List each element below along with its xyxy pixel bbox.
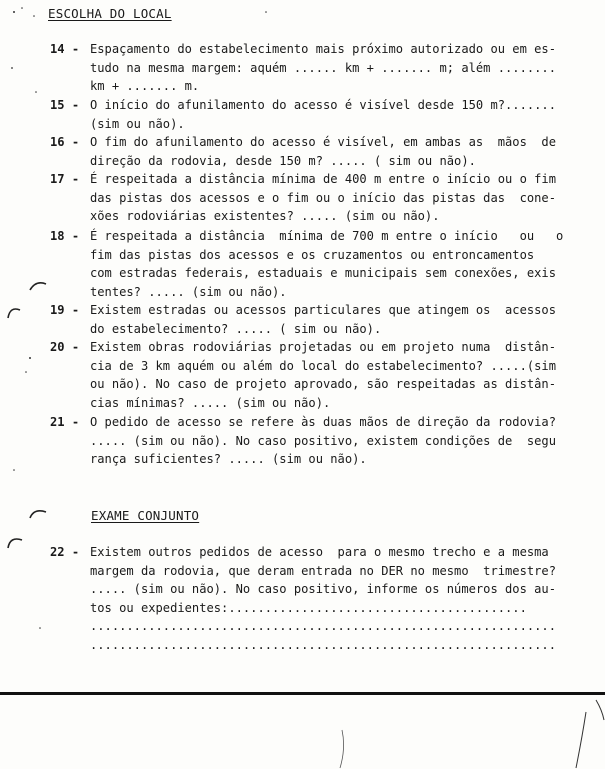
question-text-line: O início do afunilamento do acesso é visível desde 150 m?....... — [90, 98, 556, 112]
question-text-line: fim das pistas dos acessos e os cruzamentos ou entroncamentos — [90, 247, 535, 262]
page-bottom-rule — [0, 692, 605, 695]
question-number: 17 - — [50, 172, 80, 186]
question-text-line: ..... (sim ou não). No caso positivo, informe os números dos au- — [90, 582, 556, 596]
section-title-exame-conjunto: EXAME CONJUNTO — [91, 508, 200, 523]
question-14 — [50, 40, 578, 96]
section-title-escolha-do-local: ESCOLHA DO LOCAL — [48, 6, 172, 21]
question-15 — [50, 96, 578, 133]
question-number: 18 - — [50, 229, 80, 243]
question-text-line: ou não). No caso de projeto aprovado, são respeitadas as distân- — [90, 377, 556, 391]
answer-dotted-line: ................................................................ — [90, 637, 556, 652]
question-number: 14 - — [50, 42, 80, 56]
question-text-line: rança suficientes? ..... (sim ou não). — [90, 452, 367, 466]
question-text-line: com estradas federais, estaduais e municipais sem conexões, exis — [90, 266, 556, 280]
question-text-line: tos ou expedientes:......................................... — [90, 600, 527, 615]
question-18 — [50, 227, 578, 301]
question-text-line: O fim do afunilamento do acesso é visível, em ambas as mãos de — [90, 135, 556, 149]
question-text-line: ..... (sim ou não). No caso positivo, existem condições de segu — [90, 433, 556, 448]
question-text-line: (sim ou não). — [90, 116, 185, 131]
question-text-line: km + ....... m. — [90, 79, 200, 93]
question-22 — [50, 543, 578, 654]
question-number: 21 - — [50, 415, 80, 429]
question-text-line: Existem outros pedidos de acesso para o mesmo trecho e a mesma — [90, 545, 549, 559]
question-text-line: O pedido de acesso se refere às duas mãos de direção da rodovia? — [90, 415, 556, 429]
question-text-line: Existem obras rodoviárias projetadas ou em projeto numa distân- — [90, 340, 556, 354]
question-text-line: É respeitada a distância mínima de 700 m entre o início ou o — [90, 229, 564, 243]
question-17 — [50, 170, 578, 226]
question-16 — [50, 133, 578, 170]
question-text-line: cia de 3 km aquém ou além do local do estabelecimento? .....(sim — [90, 358, 556, 373]
question-number: 20 - — [50, 340, 80, 354]
question-text-line: margem da rodovia, que deram entrada no DER no mesmo trimestre? — [90, 563, 556, 578]
question-text-line: direção da rodovia, desde 150 m? ..... ( sim ou não). — [90, 153, 476, 168]
question-text-line: Existem estradas ou acessos particulares que atingem os acessos — [90, 303, 556, 317]
question-number: 19 - — [50, 303, 80, 317]
question-text-line: Espaçamento do estabelecimento mais próximo autorizado ou em es- — [90, 42, 556, 56]
answer-dotted-line: ................................................................ — [90, 619, 556, 633]
question-text-line: tudo na mesma margem: aquém ...... km + ....... m; além ........ — [90, 60, 556, 75]
question-21 — [50, 413, 578, 469]
question-text-line: das pistas dos acessos e o fim ou o início das pistas das cone- — [90, 190, 556, 205]
question-number: 16 - — [50, 135, 80, 149]
question-text-line: xões rodoviárias existentes? ..... (sim ou não). — [90, 209, 440, 223]
question-text-line: do estabelecimento? ..... ( sim ou não). — [90, 321, 382, 336]
question-20 — [50, 338, 578, 412]
question-19 — [50, 301, 578, 338]
question-text-line: É respeitada a distância mínima de 400 m entre o início ou o fim — [90, 172, 556, 186]
question-number: 15 - — [50, 98, 80, 112]
question-text-line: tentes? ..... (sim ou não). — [90, 284, 287, 299]
question-text-line: cias mínimas? ..... (sim ou não). — [90, 395, 331, 410]
question-number: 22 - — [50, 545, 80, 559]
